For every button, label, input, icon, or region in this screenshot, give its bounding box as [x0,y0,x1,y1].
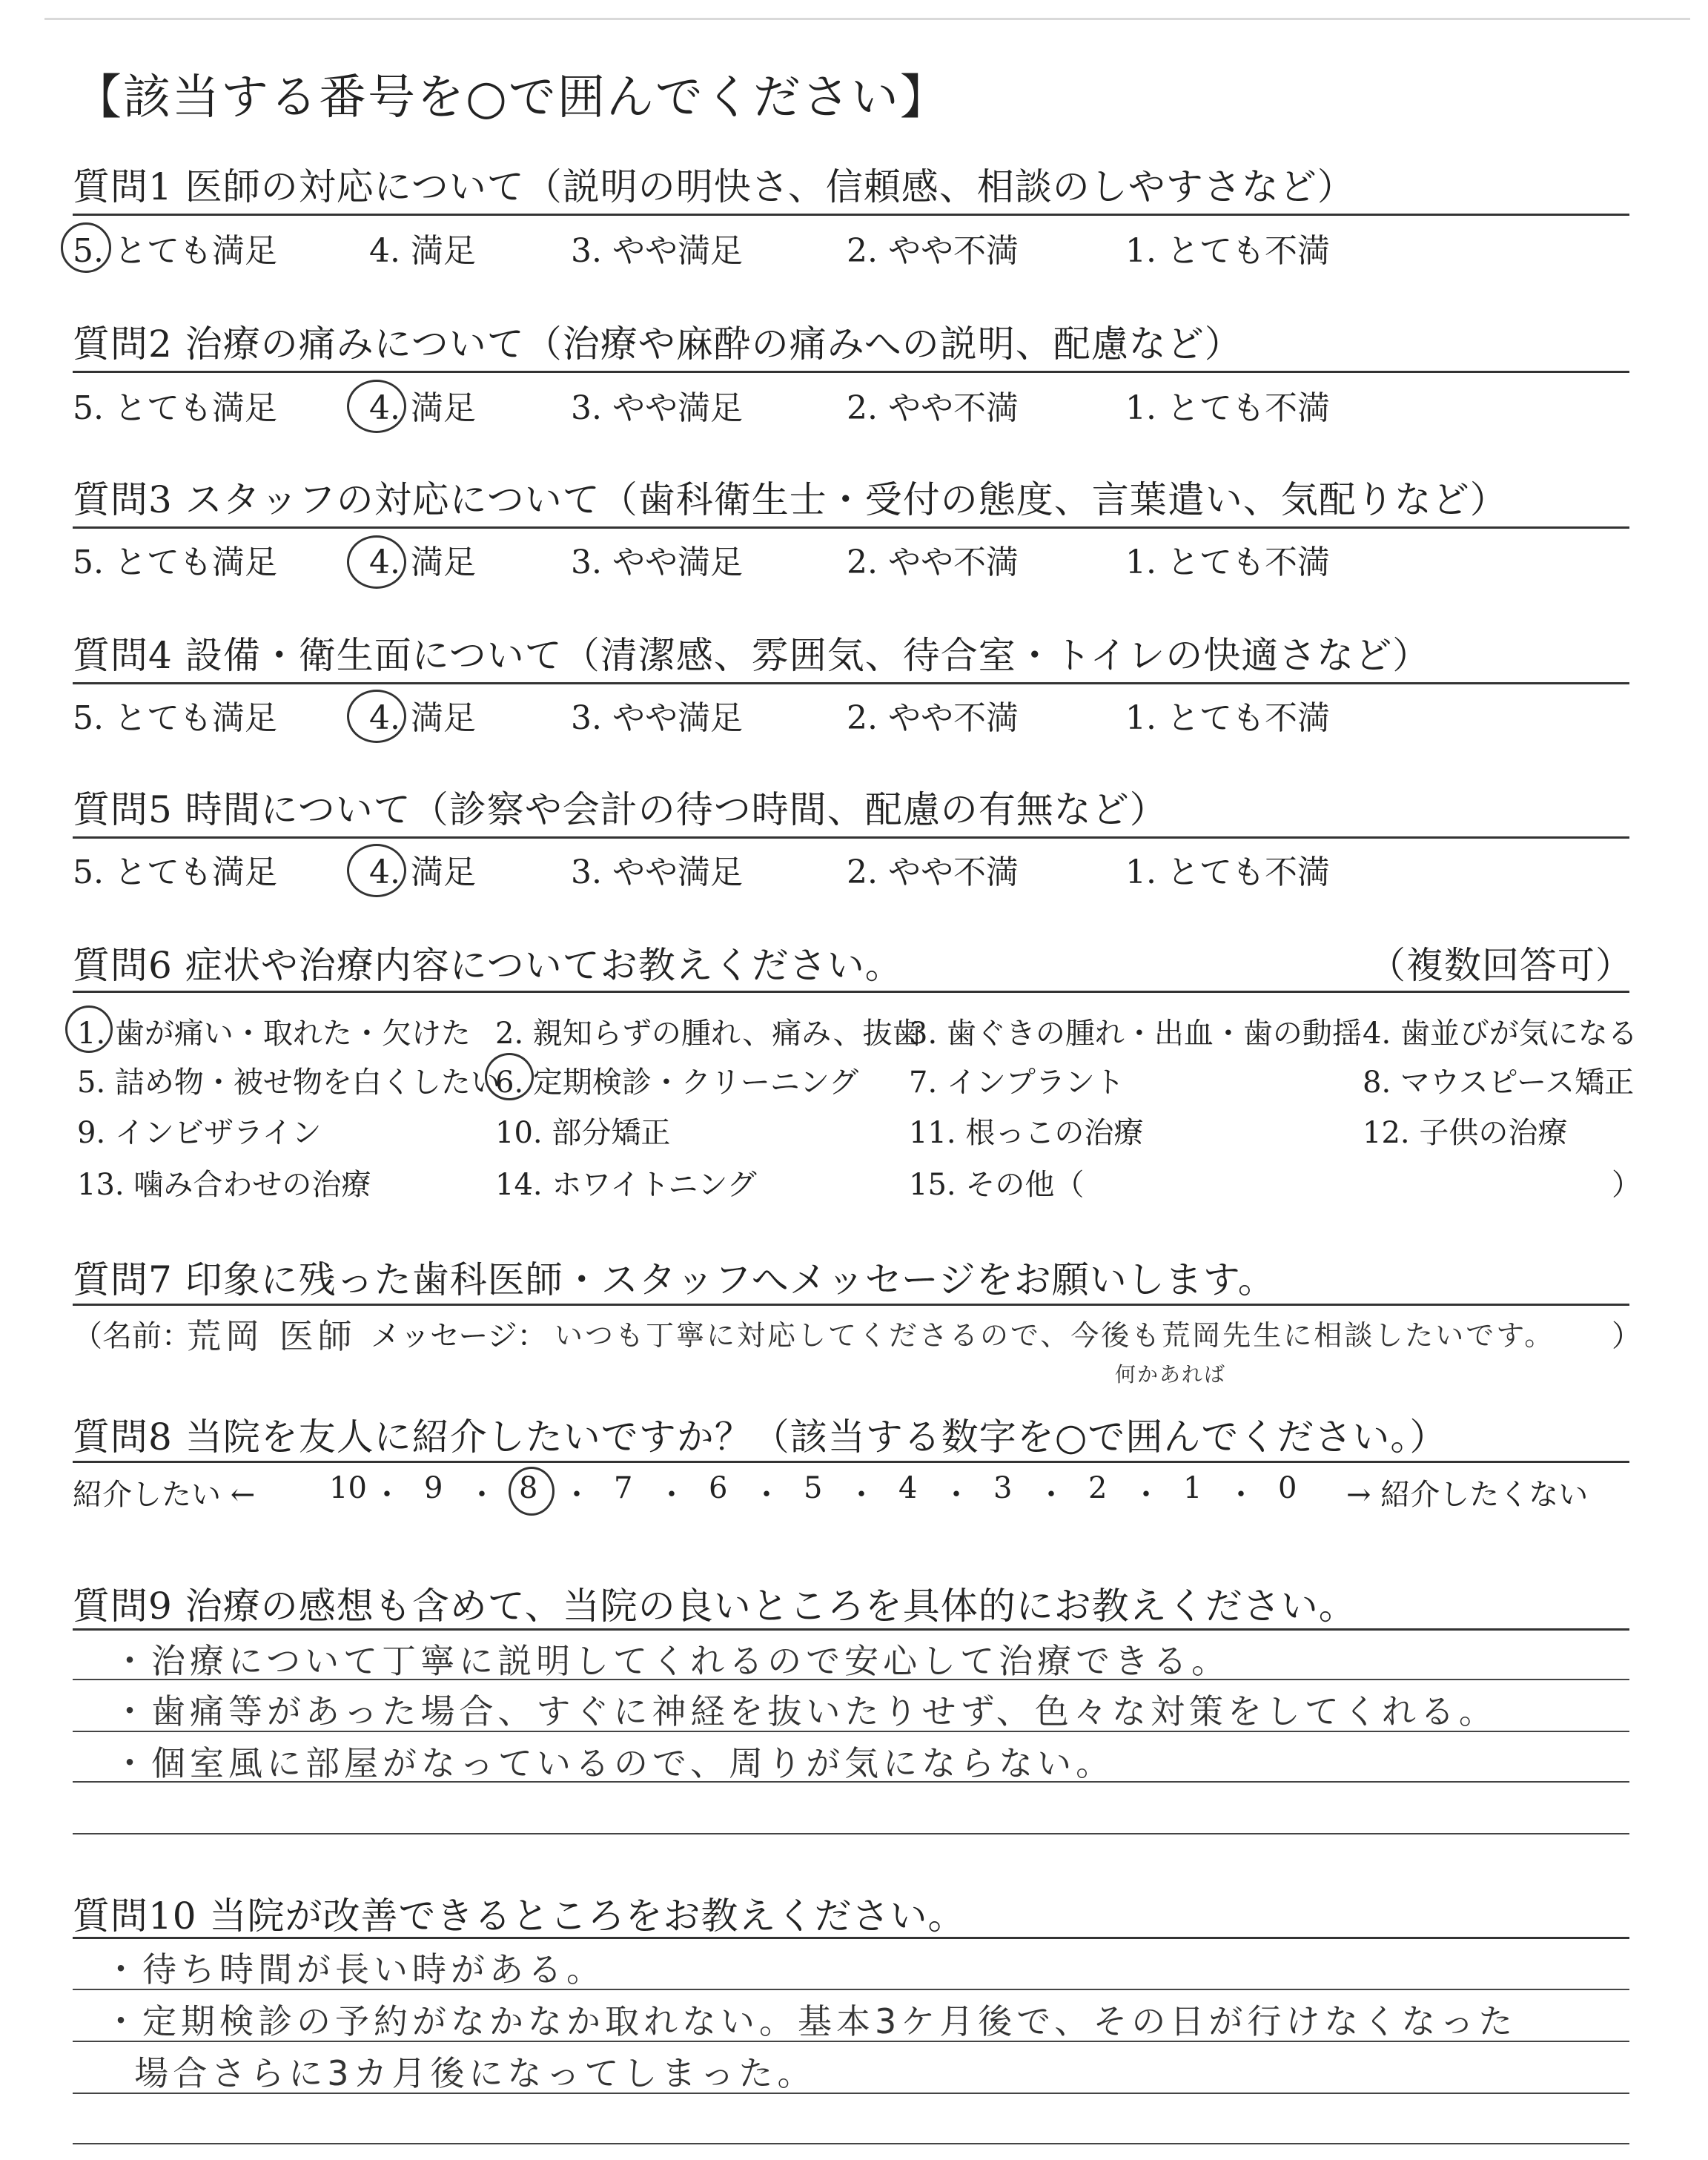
q6-option-13[interactable]: 13. 噛み合わせの治療 [77,1168,371,1202]
q3-option-2[interactable]: 2. やや不満 [847,544,1019,581]
q7-message-prefix: メッセージ： [371,1319,547,1353]
q5-option-1[interactable]: 1. とても不満 [1125,853,1330,891]
question-9-rule-0 [73,1628,1629,1631]
question-10-rule-2 [73,2041,1629,2042]
question-9-rule-4 [73,1833,1629,1834]
q9-line-3[interactable]: ・個室風に部屋がなっているので、周りが気にならない。 [113,1743,1115,1783]
question-6-note: （複数回答可） [1368,944,1633,987]
question-3-rule [73,526,1629,529]
q2-option-3[interactable]: 3. やや満足 [571,389,743,427]
q8-scale-separator: ・ [657,1478,686,1512]
q10-line-3[interactable]: 場合さらに3カ月後になってしまった。 [104,2053,816,2093]
q7-name-prefix: （名前： [73,1319,191,1353]
question-8-rule [73,1461,1629,1463]
question-9-rule-3 [73,1781,1629,1783]
q5-option-5[interactable]: 5. とても満足 [73,853,277,891]
q3-option-4[interactable]: 4. 満足 [369,544,476,581]
q8-scale-9[interactable]: 9 [424,1471,443,1505]
q8-scale-0[interactable]: 0 [1278,1471,1297,1505]
q8-scale-separator: ・ [847,1478,876,1512]
q8-scale-4[interactable]: 4 [898,1471,918,1505]
q2-option-2[interactable]: 2. やや不満 [847,389,1019,427]
question-6-label: 質問6 症状や治療内容についてお教えください。 [73,944,903,987]
q6-option-8[interactable]: 8. マウスピース矯正 [1363,1066,1635,1100]
q8-scale-separator: ・ [372,1478,402,1512]
q8-scale-2[interactable]: 2 [1088,1471,1108,1505]
q9-line-1[interactable]: ・治療について丁寧に説明してくれるので安心して治療できる。 [113,1641,1231,1681]
question-3-label: 質問3 スタッフの対応について（歯科衛生士・受付の態度、言葉遣い、気配りなど） [73,478,1508,521]
question-10-label: 質問10 当院が改善できるところをお教えください。 [73,1895,966,1938]
q1-option-4[interactable]: 4. 満足 [369,232,476,270]
q8-left-label: 紹介したい ← [73,1478,256,1512]
q2-option-5[interactable]: 5. とても満足 [73,389,277,427]
q3-option-1[interactable]: 1. とても不満 [1125,544,1330,581]
q6-option-15-close: ） [1612,1168,1641,1202]
q8-scale-separator: ・ [467,1478,497,1512]
q5-option-2[interactable]: 2. やや不満 [847,853,1019,891]
q8-scale-separator: ・ [941,1478,971,1512]
question-2-label: 質問2 治療の痛みについて（治療や麻酔の痛みへの説明、配慮など） [73,323,1242,366]
q9-line-2[interactable]: ・歯痛等があった場合、すぐに神経を抜いたりせず、色々な対策をしてくれる。 [113,1691,1497,1731]
q6-option-4[interactable]: 4. 歯並びが気になる [1363,1017,1638,1051]
q1-option-5[interactable]: 5. とても満足 [73,232,277,270]
question-9-rule-1 [73,1679,1629,1680]
q6-option-15[interactable]: 15. その他（ [909,1168,1085,1202]
question-1-rule [73,214,1629,216]
q6-option-1[interactable]: 1. 歯が痛い・取れた・欠けた [77,1017,471,1051]
q7-close: ） [1612,1319,1641,1353]
question-10-rule-0 [73,1937,1629,1939]
q6-option-3[interactable]: 3. 歯ぐきの腫れ・出血・歯の動揺 [909,1017,1362,1051]
q3-option-3[interactable]: 3. やや満足 [571,544,743,581]
selection-circle-q8 [509,1467,555,1516]
q8-scale-separator: ・ [1226,1478,1256,1512]
q8-scale-8[interactable]: 8 [519,1471,538,1505]
q6-option-6[interactable]: 6. 定期検診・クリーニング [495,1066,859,1100]
q8-scale-separator: ・ [1036,1478,1066,1512]
q5-option-4[interactable]: 4. 満足 [369,853,476,891]
q6-option-5[interactable]: 5. 詰め物・被せ物を白くしたい [77,1066,500,1100]
q10-line-1[interactable]: ・待ち時間が長い時がある。 [104,1949,605,1989]
q4-option-2[interactable]: 2. やや不満 [847,699,1019,737]
q8-scale-separator: ・ [562,1478,592,1512]
question-9-rule-2 [73,1731,1629,1732]
question-10-rule-4 [73,2143,1629,2144]
q2-option-4[interactable]: 4. 満足 [369,389,476,427]
q1-option-1[interactable]: 1. とても不満 [1125,232,1330,270]
q4-option-4[interactable]: 4. 満足 [369,699,476,737]
q1-option-3[interactable]: 3. やや満足 [571,232,743,270]
page-header: 【該当する番号を○で囲んでください】 [74,70,949,125]
q5-option-3[interactable]: 3. やや満足 [571,853,743,891]
question-6-rule [73,991,1629,993]
q8-scale-5[interactable]: 5 [804,1471,823,1505]
question-8-label: 質問8 当院を友人に紹介したいですか？（該当する数字を○で囲んでください。） [73,1416,1448,1459]
q10-line-2[interactable]: ・定期検診の予約がなかなか取れない。基本3ケ月後で、その日が行けなくなった [104,2001,1517,2041]
question-5-label: 質問5 時間について（診察や会計の待つ時間、配慮の有無など） [73,788,1168,831]
question-5-rule [73,836,1629,839]
question-4-label: 質問4 設備・衛生面について（清潔感、雰囲気、待合室・トイレの快適さなど） [73,634,1431,677]
question-2-rule [73,371,1629,373]
q8-scale-separator: ・ [1131,1478,1161,1512]
q8-scale-6[interactable]: 6 [709,1471,728,1505]
question-7-rule [73,1304,1629,1306]
q4-option-1[interactable]: 1. とても不満 [1125,699,1330,737]
q8-scale-separator: ・ [752,1478,781,1512]
q8-scale-10[interactable]: 10 [329,1471,367,1505]
question-4-rule [73,682,1629,684]
q2-option-1[interactable]: 1. とても不満 [1125,389,1330,427]
q8-scale-7[interactable]: 7 [614,1471,633,1505]
q6-option-2[interactable]: 2. 親知らずの腫れ、痛み、抜歯 [495,1017,922,1051]
question-10-rule-3 [73,2093,1629,2094]
q6-option-12[interactable]: 12. 子供の治療 [1363,1116,1568,1150]
q8-scale-3[interactable]: 3 [993,1471,1013,1505]
q6-option-11[interactable]: 11. 根っこの治療 [909,1116,1144,1150]
q7-name-value[interactable]: 荒岡 医師 [187,1316,357,1356]
question-1-label: 質問1 医師の対応について（説明の明快さ、信頼感、相談のしやすさなど） [73,165,1355,208]
question-10-rule-1 [73,1989,1629,1990]
q3-option-5[interactable]: 5. とても満足 [73,544,277,581]
q4-option-5[interactable]: 5. とても満足 [73,699,277,737]
top-border [44,18,1690,20]
q7-insert-note: 何かあれば [1115,1362,1227,1387]
q6-option-14[interactable]: 14. ホワイトニング [495,1168,757,1202]
q6-option-9[interactable]: 9. インビザライン [77,1116,322,1150]
q8-right-label: → 紹介したくない [1346,1478,1589,1512]
question-7-label: 質問7 印象に残った歯科医師・スタッフへメッセージをお願いします。 [73,1258,1276,1301]
q7-message-value[interactable]: いつも丁寧に対応してくださるので、今後も荒岡先生に相談したいです。 [555,1319,1555,1352]
question-9-label: 質問9 治療の感想も含めて、当院の良いところを具体的にお教えください。 [73,1585,1357,1628]
q6-option-7[interactable]: 7. インプラント [909,1066,1125,1100]
q4-option-3[interactable]: 3. やや満足 [571,699,743,737]
q6-option-10[interactable]: 10. 部分矯正 [495,1116,671,1150]
q1-option-2[interactable]: 2. やや不満 [847,232,1019,270]
q8-scale-1[interactable]: 1 [1183,1471,1202,1505]
